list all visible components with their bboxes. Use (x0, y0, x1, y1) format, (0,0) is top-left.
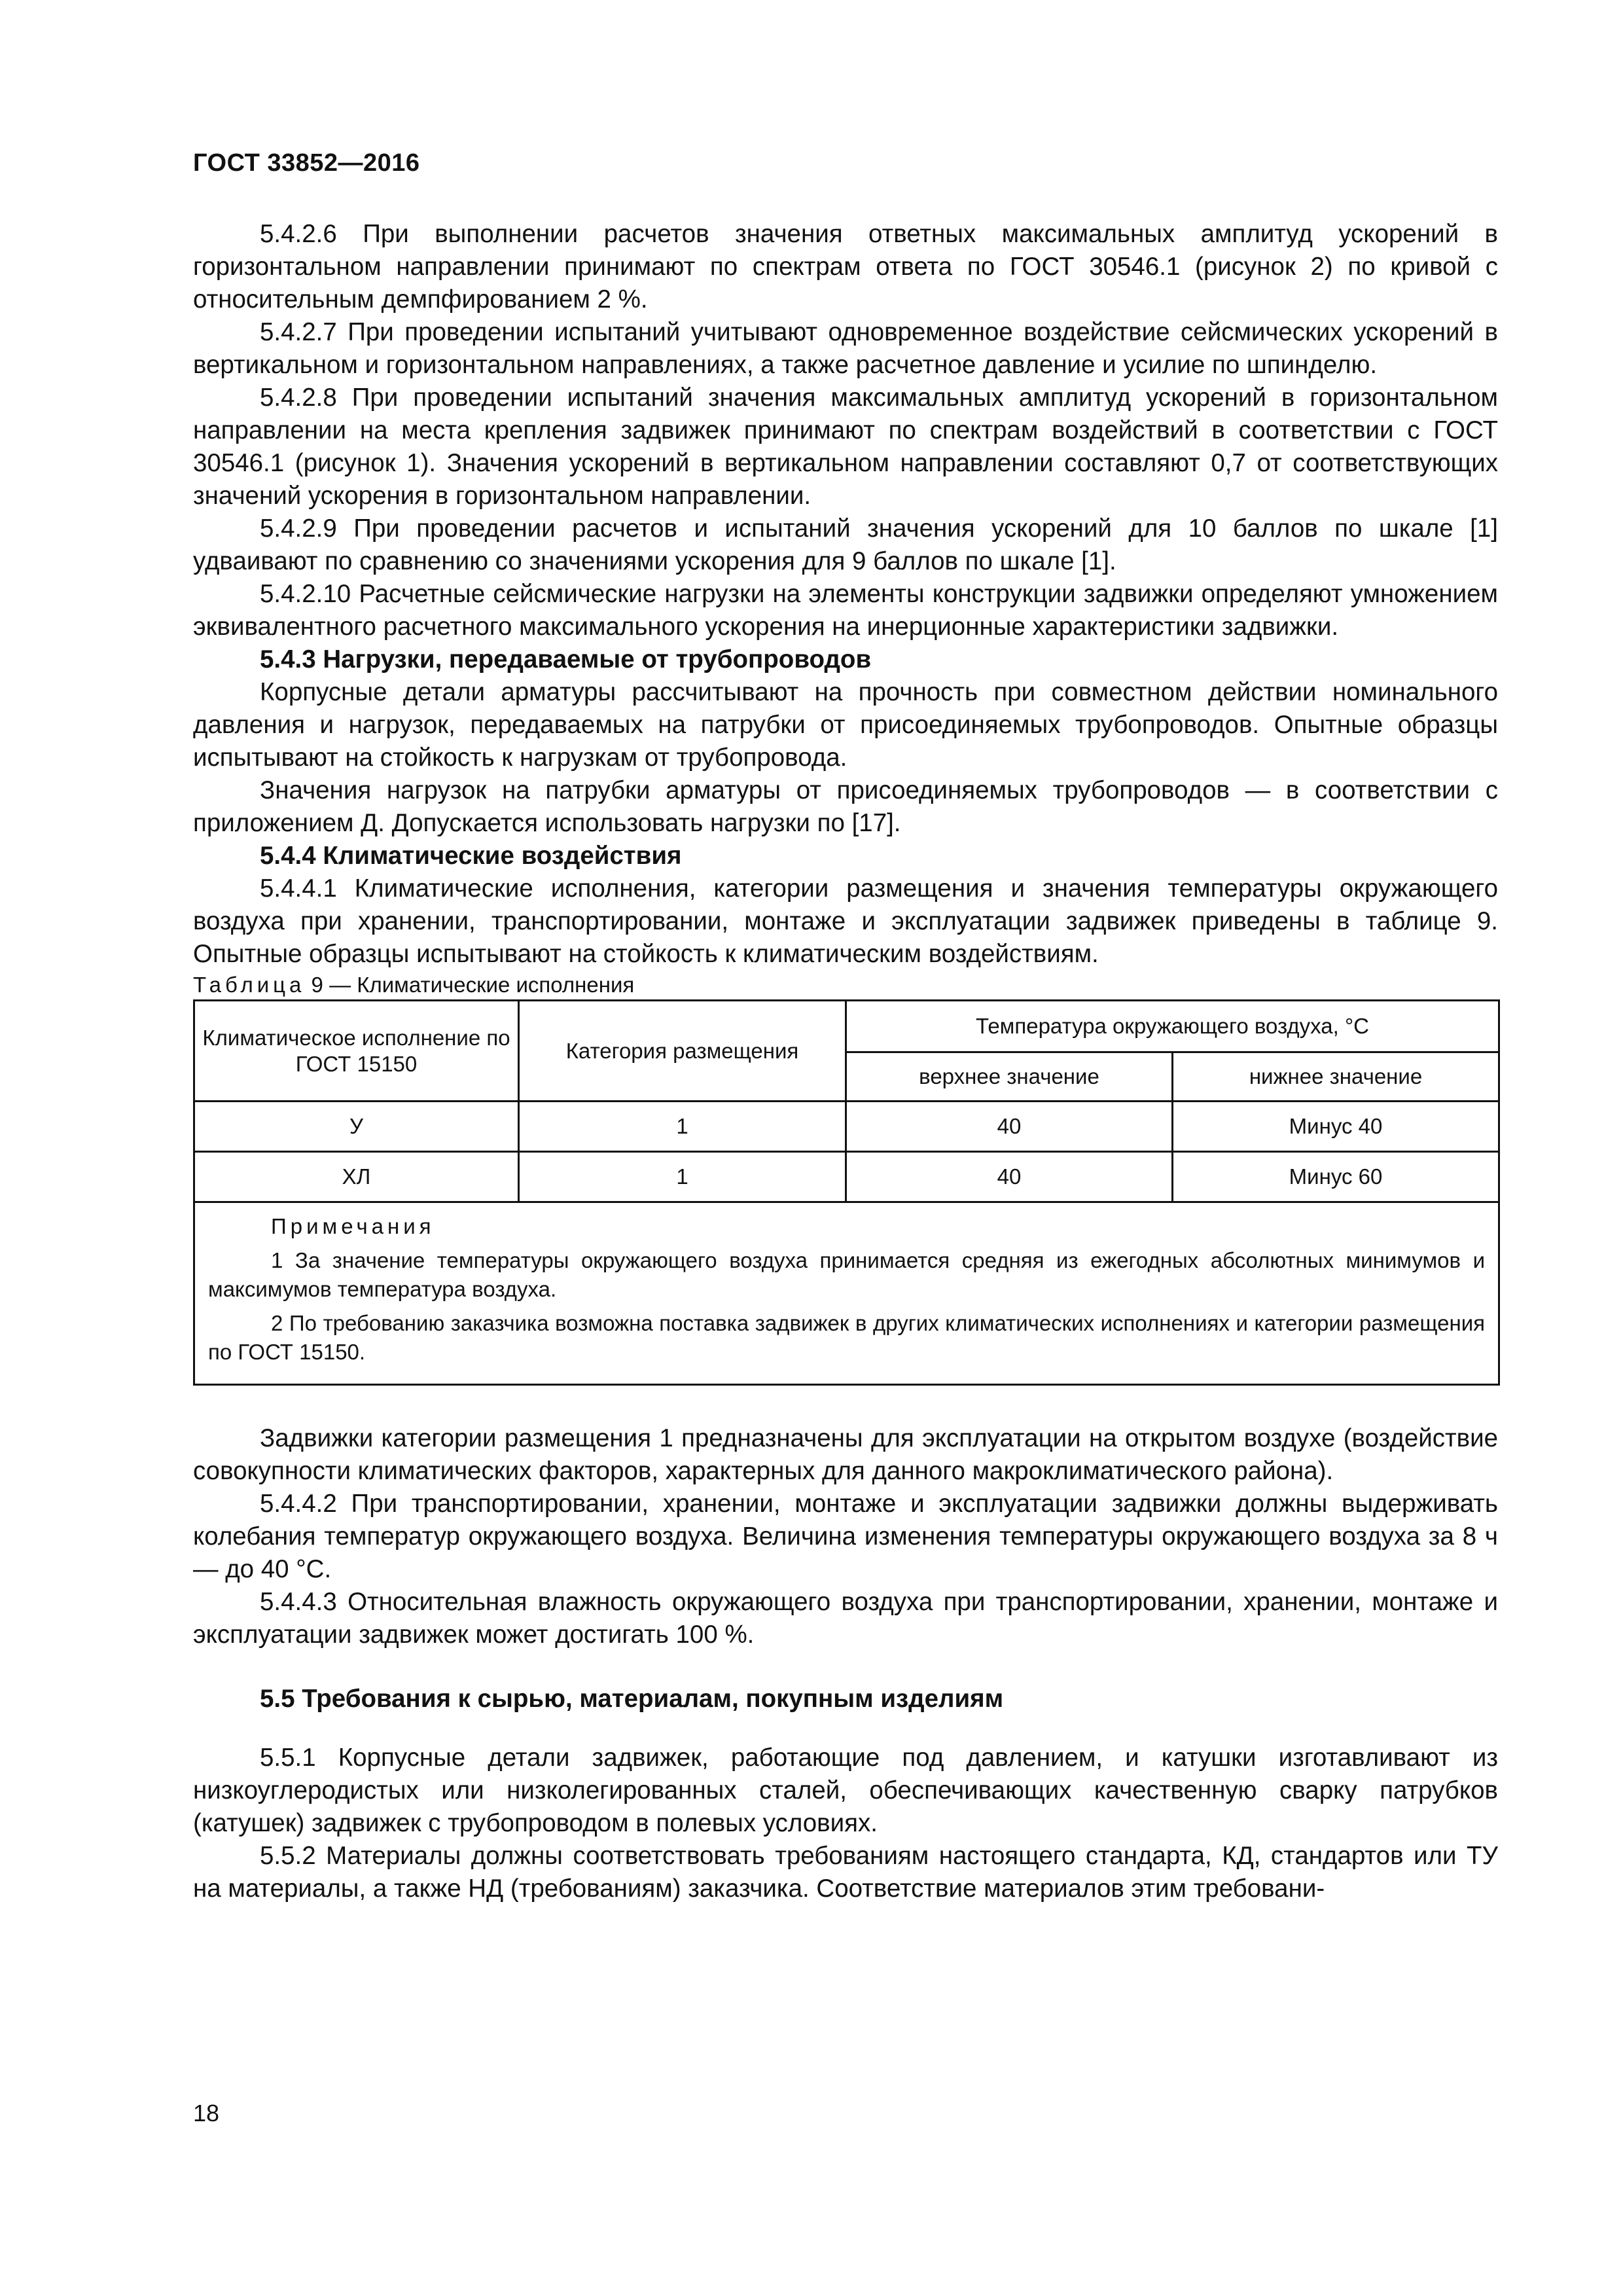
note-2: 2 По требованию заказчика возможна поставка задвижек в других климатических исполнениях и категории размещения по ГОСТ 15150. (208, 1311, 1486, 1364)
cell-category: 1 (519, 1152, 846, 1202)
cell-category: 1 (519, 1102, 846, 1152)
cell-upper: 40 (846, 1102, 1173, 1152)
column-header-temperature: Температура окружающего воздуха, °С (846, 1001, 1499, 1052)
page-number: 18 (193, 2100, 220, 2126)
table-caption-word: Таблица (193, 973, 306, 997)
table-notes-row (194, 1202, 1499, 1385)
table-header-row (194, 1001, 1499, 1052)
climate-table (193, 999, 1500, 1386)
cell-climate: ХЛ (194, 1152, 519, 1202)
paragraph: Задвижки категории размещения 1 предназначены для эксплуатации на открытом воздухе (воздействие совокупности климатических факторов, характерных для данного макроклиматического района). (193, 1424, 1498, 1485)
paragraph: Значения нагрузок на патрубки арматуры от присоединяемых трубопроводов — в соответствии с приложением Д. Допускается использовать нагрузки по [17]. (193, 776, 1498, 837)
paragraph: Корпусные детали арматуры рассчитывают на прочность при совместном действии номинального давления и нагрузок, передаваемых на патрубки от присоединяемых трубопроводов. Опытные образцы испытывают на стойкость к нагрузкам от трубопровода. (193, 678, 1498, 772)
table-notes (194, 1202, 1499, 1385)
paragraph: 5.5.2 Материалы должны соответствовать требованиям настоящего стандарта, КД, стандартов или ТУ на материалы, а также НД (требованиям) заказчика. Соответствие материалов этим требовани- (193, 1842, 1498, 1903)
note-1: 1 За значение температуры окружающего воздуха принимается средняя из ежегодных абсолютных минимумов и максимумов температура воздуха. (208, 1248, 1486, 1301)
column-header-lower: нижнее значение (1173, 1052, 1499, 1102)
section-heading-5-4-3: 5.4.3 Нагрузки, передаваемые от трубопроводов (260, 645, 872, 673)
document-code: ГОСТ 33852—2016 (193, 149, 420, 177)
table-row (194, 1102, 1499, 1152)
paragraph: 5.4.2.6 При выполнении расчетов значения ответных максимальных амплитуд ускорений в горизонтальном направлении принимают по спектрам ответа по ГОСТ 30546.1 (рисунок 2) по кривой с относительным демпфированием 2 %. (193, 220, 1498, 314)
paragraph: 5.4.2.10 Расчетные сейсмические нагрузки на элементы конструкции задвижки определяют умножением эквивалентного расчетного максимального ускорения на инерционные характеристики задвижки. (193, 580, 1498, 641)
cell-lower: Минус 60 (1173, 1152, 1499, 1202)
column-header-category: Категория размещения (519, 1001, 846, 1102)
section-heading-5-4-4: 5.4.4 Климатические воздействия (260, 842, 682, 870)
paragraph: 5.5.1 Корпусные детали задвижек, работающие под давлением, и катушки изготавливают из низкоуглеродистых или низколегированных сталей, обеспечивающих качественную сварку патрубков (катушек) задвижек с трубопроводом в полевых условиях. (193, 1744, 1498, 1837)
column-header-upper: верхнее значение (846, 1052, 1173, 1102)
table-row (194, 1152, 1499, 1202)
cell-climate: У (194, 1102, 519, 1152)
section-heading-5-5: 5.5 Требования к сырью, материалам, покупным изделиям (260, 1685, 1004, 1713)
cell-lower: Минус 40 (1173, 1102, 1499, 1152)
table-caption (193, 971, 1498, 999)
page-content (193, 218, 1498, 1905)
paragraph: 5.4.2.8 При проведении испытаний значения максимальных амплитуд ускорений в горизонтальном направлении на места крепления задвижек принимают по спектрам воздействий в соответствии с ГОСТ 30546.1 (рисунок 1). Значения ускорений в вертикальном направлении составляют 0,7 от соответствующих значений ускорения в горизонтальном направлении. (193, 384, 1498, 510)
table-caption-title: 9 — Климатические исполнения (305, 973, 635, 997)
paragraph: 5.4.4.2 При транспортировании, хранении, монтаже и эксплуатации задвижки должны выдерживать колебания температур окружающего воздуха. Величина изменения температуры окружающего воздуха за 8 ч — до 40 °С. (193, 1490, 1498, 1583)
column-header-climate: Климатическое исполнение по ГОСТ 15150 (194, 1001, 519, 1102)
cell-upper: 40 (846, 1152, 1173, 1202)
paragraph: 5.4.4.1 Климатические исполнения, категории размещения и значения температуры окружающего воздуха при хранении, транспортировании, монтаже и эксплуатации задвижек приведены в таблице 9. Опытные образцы испытывают на стойкость к климатическим воздействиям. (193, 874, 1498, 968)
paragraph: 5.4.2.7 При проведении испытаний учитывают одновременное воздействие сейсмических ускорений в вертикальном и горизонтальном направлениях, а также расчетное давление и усилие по шпинделю. (193, 318, 1498, 379)
paragraph: 5.4.2.9 При проведении расчетов и испытаний значения ускорений для 10 баллов по шкале [1] удваивают по сравнению со значениями ускорения для 9 баллов по шкале [1]. (193, 514, 1498, 575)
notes-title: Примечания (271, 1214, 435, 1238)
paragraph: 5.4.4.3 Относительная влажность окружающего воздуха при транспортировании, хранении, монтаже и эксплуатации задвижек может достигать 100 %. (193, 1588, 1498, 1649)
